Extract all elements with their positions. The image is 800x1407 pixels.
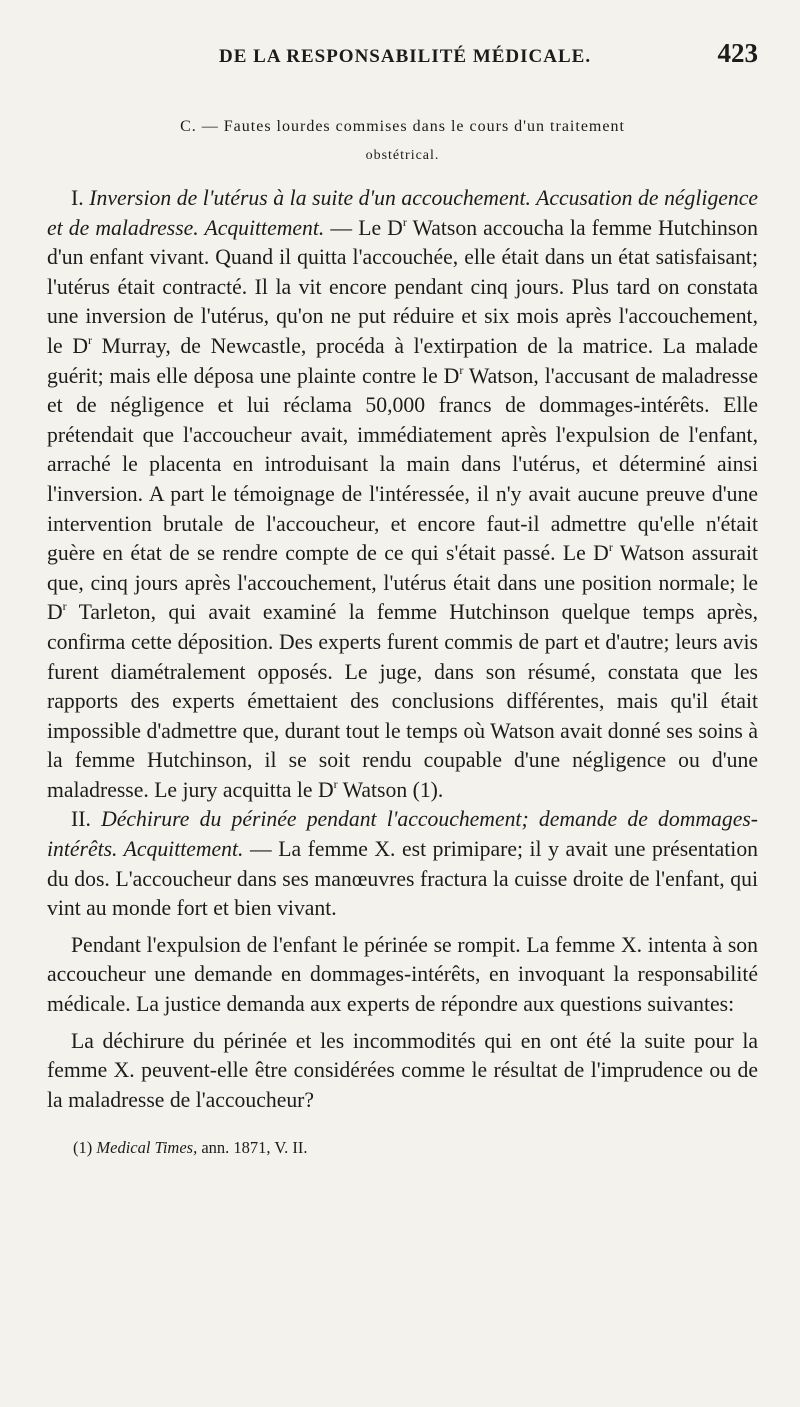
running-header [47,38,758,78]
doctor-abbrev: r [459,362,464,377]
footnote-source: Medical Times, [96,1138,198,1158]
paragraph-3: Pendant l'expulsion de l'enfant le périnée se rompit. La femme X. intenta à son accoucheur une demande en dommages-intérêts, en invoquant la responsabilité médicale. La justice demanda aux experts de répondre aux questions suivantes: [47,932,758,1017]
case-1-text: — Le D [330,215,403,240]
paragraph-4: La déchirure du périnée et les incommodités qui en ont été la suite pour la femme X. peuvent-elle être considérées comme le résultat de l'imprudence ou de la maladresse de l'accoucheur? [47,1028,758,1112]
section-heading-line1: C. — Fautes lourdes commises dans le cours d'un traitement [180,118,625,135]
doctor-abbrev: r [402,214,407,229]
case-1-text: Tarleton, qui avait examiné la femme Hutchinson quelque temps après, confirma cette déposition. Des experts furent commis de part et d'autre; leurs avis furent diamétralement opposés. Le juge, dans son résumé, constata que les rapports des experts émettaient des conclusions différentes, mais qu'il était impossible d'admettre que, durant tout le temps où Watson avait donné ses soins à la femme Hutchinson, il se soit rendu coupable d'une négligence ou d'une maladresse. Le jury acquitta le D [47,600,758,802]
doctor-abbrev: r [88,332,92,347]
case-2-title: Déchirure du périnée pendant l'accouchement; demande de dommages-intérêts. Acquittement. [47,807,759,862]
case-1-text: Watson assurait que, cinq jours après l'accouchement, l'utérus était dans une position normale; le D [47,541,758,625]
case-2-text: — La femme X. est primipare; il y avait une présentation du dos. L'accoucheur dans ses manœuvres fractura la cuisse droite de l'enfant, qui vint au monde fort et bien vivant. [47,837,759,921]
case-1-text: Watson (1). [337,777,444,802]
case-1-text: Murray, de Newcastle, procéda à l'extirpation de la matrice. La malade guérit; mais elle déposa une plainte contre le D [47,333,758,388]
footnote [47,1137,758,1159]
section-heading [47,112,758,170]
running-title: DE LA RESPONSABILITÉ MÉDICALE. [219,46,592,67]
section-heading-line2: obstétrical. [365,148,440,163]
case-1-paragraph [47,184,758,805]
body-text [47,184,758,1115]
footnote-marker: (1) [73,1138,93,1158]
case-1-text: Watson accoucha la femme Hutchinson d'un enfant vivant. Quand il quitta l'accouchée, elle était dans un état satisfaisant; l'utérus était contracté. Il la vit encore pendant cinq jours. Plus tard on constata une inversion de l'utérus, qu'on ne put réduire et six mois après l'accouchement, le D [47,215,758,358]
case-1-text: Watson, l'accusant de maladresse et de négligence et lui réclama 50,000 francs de dommages-intérêts. Elle prétendait que l'accoucheur avait, immédiatement après l'expulsion de l'enfant, arraché le placenta en introduisant la main dans l'utérus, et déterminé ainsi l'inversion. A part le témoignage de l'intéressée, il n'y avait aucune preuve d'une intervention brutale de l'accoucheur, et encore faut-il admettre qu'elle n'était guère en état de se rendre compte de ce qui s'était passé. Le D [47,363,758,566]
case-2-paragraph [47,805,758,923]
page-number: 423 [717,38,758,68]
case-2-number: II. [71,807,91,832]
doctor-abbrev: r [333,776,338,791]
case-1-title: Inversion de l'utérus à la suite d'un accouchement. Accusation de négligence et de maladresse. Acquittement. [47,186,759,240]
footnote-detail: ann. 1871, V. II. [201,1138,308,1158]
doctor-abbrev: r [608,540,613,555]
doctor-abbrev: r [62,599,67,614]
case-1-number: I. [71,186,84,210]
